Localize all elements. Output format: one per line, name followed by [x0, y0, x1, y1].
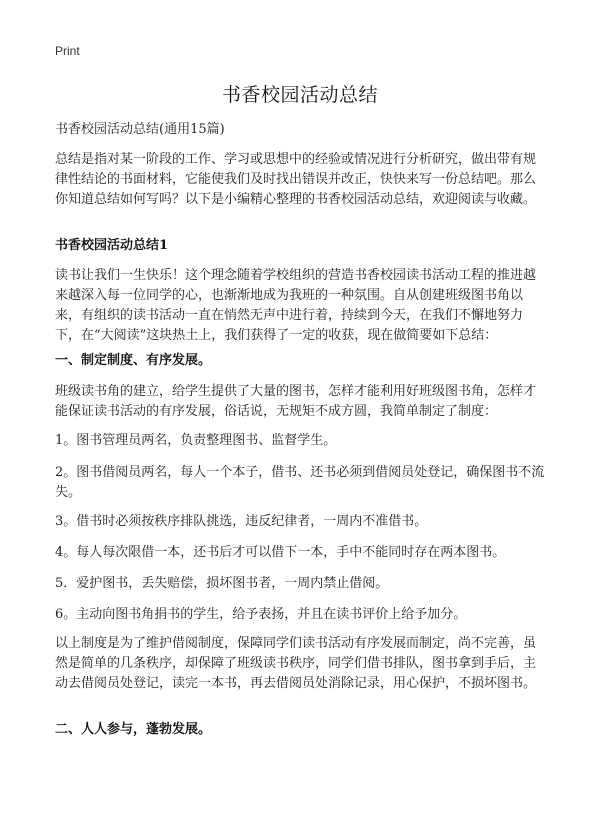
- rule-item-5: 5．爱护图书，丢失赔偿，损坏图书者，一周内禁止借阅。: [55, 576, 389, 591]
- part-1-paragraph: 班级读书角的建立，给学生提供了大量的图书，怎样才能利用好班级图书角，怎样才能保证读书活动的有序发展，俗话说，无规矩不成方圆，我简单制定了制度：: [55, 384, 537, 419]
- document-subtitle: 书香校园活动总结(通用15篇): [55, 122, 225, 137]
- rule-item-4: 4。每人每次限借一本，还书后才可以借下一本，手中不能同时存在两本图书。: [55, 545, 506, 560]
- section-1-paragraph: 读书让我们一生快乐！这个理念随着学校组织的营造书香校园读书活动工程的推进越来越深入每一位同学的心，也渐渐地成为我班的一种氛围。自从创建班级图书角以来，有组织的读书活动一直在悄然无声中进行着，持续到今天，在我们不懈地努力下，在“大阅读”这块热土上，我们获得了一定的收获，现在做简要如下总结：: [55, 268, 537, 343]
- intro-paragraph: 总结是指对某一阶段的工作、学习或思想中的经验或情况进行分析研究，做出带有规律性结论的书面材料，它能使我们及时找出错误并改正，快快来写一份总结吧。那么你知道总结如何写吗？以下是小编精心整理的书香校园活动总结，欢迎阅读与收藏。: [55, 152, 537, 207]
- section-1-heading: 书香校园活动总结1: [55, 238, 169, 253]
- rule-item-3: 3。借书时必须按秩序排队挑选，违反纪律者，一周内不准借书。: [55, 514, 428, 529]
- print-link[interactable]: Print: [55, 44, 80, 58]
- part-1-conclusion: 以上制度是为了维护借阅制度，保障同学们读书活动有序发展而制定，尚不完善，虽然是简单的几条秩序，却保障了班级读书秩序，同学们借书排队，图书拿到手后，主动去借阅员处登记，读完一本书，再去借阅员处消除记录，用心保护，不损坏图书。: [55, 636, 537, 691]
- document-title: 书香校园活动总结: [221, 84, 378, 106]
- rule-item-2: 2。图书借阅员两名，每人一个本子，借书、还书必须到借阅员处登记，确保图书不流失。: [55, 465, 545, 500]
- part-2-heading: 二、人人参与，蓬勃发展。: [55, 722, 212, 737]
- rule-item-1: 1。图书管理员两名，负责整理图书、监督学生。: [55, 433, 337, 448]
- part-1-heading: 一、制定制度、有序发展。: [55, 353, 212, 368]
- rule-item-6: 6。主动向图书角捐书的学生，给予表扬，并且在读书评价上给予加分。: [55, 607, 467, 622]
